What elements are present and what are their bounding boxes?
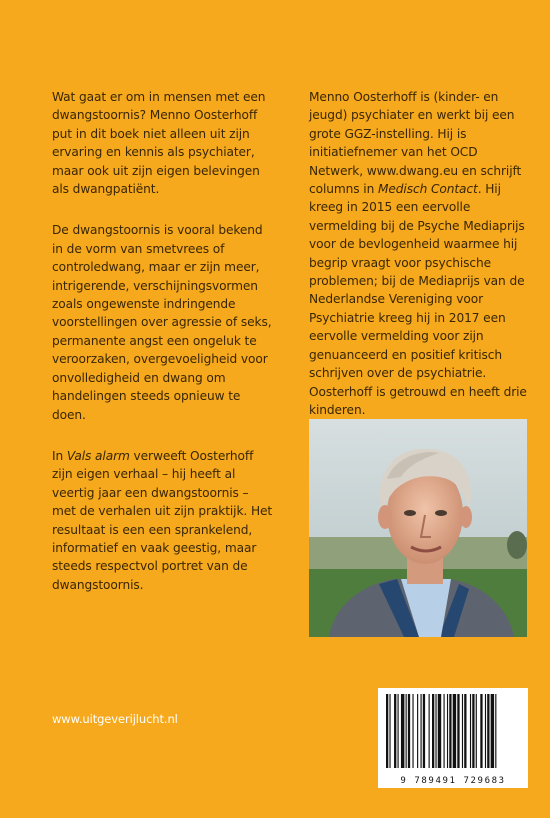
barcode-bar: [386, 694, 388, 768]
barcode-bar: [429, 694, 430, 768]
barcode-bar: [464, 694, 466, 768]
barcode-bar: [487, 694, 489, 768]
author-photo: [309, 419, 527, 637]
barcode-bar: [423, 694, 425, 768]
blurb-paragraph-1: Wat gaat er om in mensen met een dwangstoornis? Menno Oosterhoff put in dit boek niet alleen uit zijn ervaring en kennis als psychiater, maar ook uit zijn eigen belevingen als dwangpatiënt.: [52, 90, 266, 197]
barcode-bar: [495, 694, 496, 768]
blurb-p3-suffix: verweeft Oosterhoff zijn eigen verhaal – hij heeft al veertig jaar een dwangstoornis – met de verhalen uit zijn praktijk. Het resultaat is een een sprankelend, informatief en vaak geestig, maar steeds respectvol portret van de dwangstoornis.: [52, 448, 273, 592]
barcode-bar: [444, 694, 445, 768]
blurb-paragraph-2: De dwangstoornis is vooral bekend in de vorm van smetvrees of controledwang, maar er zijn meer, intrigerende, verschijningsvormen zoals ongewenste indringende voorstellingen over agressie of seks, permanente angst een ongeluk te veroorzaken, overgevoeligheid voor onvolledigheid en dwang om handelingen steeds opnieuw te doen.: [52, 223, 272, 422]
back-cover-blurb: [52, 88, 274, 617]
barcode-bar: [401, 694, 404, 768]
barcode-bar: [421, 694, 422, 768]
blurb-paragraph-3: [52, 447, 274, 594]
barcode-bar: [389, 694, 390, 768]
barcode-bar: [462, 694, 463, 768]
bio-text-b: . Hij kreeg in 2015 een eervolle vermelding bij de Psyche Mediaprijs voor de bevlogenheid waarmee hij begrip vraagt voor psychische problemen; bij de Mediaprijs van de Nederlandse Vereniging voor Psychiatrie kreeg hij in 2017 een eervolle vermelding voor zijn genuanceerd en positief kritisch schrijven over de psychiatrie. Oosterhoff is getrouwd en heeft drie kinderen.: [309, 182, 527, 417]
barcode-bar: [470, 694, 471, 768]
barcode-bar: [432, 694, 434, 768]
barcode-bar: [485, 694, 486, 768]
isbn-barcode: [378, 688, 528, 788]
barcode-bar: [472, 694, 474, 768]
barcode-bar: [491, 694, 494, 768]
barcode-bar: [480, 694, 482, 768]
barcode-bar: [398, 694, 399, 768]
barcode-bar: [394, 694, 396, 768]
book-title-italic: Vals alarm: [66, 448, 130, 463]
barcode-bar: [408, 694, 410, 768]
barcode-bars: [378, 688, 528, 774]
blurb-p3-prefix: In: [52, 448, 67, 463]
barcode-bar: [412, 694, 413, 768]
barcode-bar: [457, 694, 459, 768]
barcode-bar: [438, 694, 441, 768]
barcode-bar: [447, 694, 448, 768]
author-portrait-illustration: [309, 419, 527, 637]
barcode-bar: [406, 694, 407, 768]
author-bio: [309, 88, 531, 442]
barcode-bar: [476, 694, 477, 768]
bio-publication-italic: Medisch Contact: [377, 182, 478, 197]
barcode-bar: [435, 694, 436, 768]
bio-text-a: Menno Oosterhoff is (kinder- en jeugd) psychiater en werkt bij een grote GGZ-instelling. Hij is initiatiefnemer van het OCD Netwerk, www.dwang.eu en schrijft columns in: [309, 90, 522, 197]
publisher-website[interactable]: www.uitgeverijlucht.nl: [52, 712, 178, 726]
author-bio-paragraph: [309, 88, 531, 419]
barcode-bar: [417, 694, 418, 768]
barcode-bar: [449, 694, 451, 768]
barcode-bar: [453, 694, 456, 768]
isbn-number: 9 789491 729683: [400, 776, 506, 786]
